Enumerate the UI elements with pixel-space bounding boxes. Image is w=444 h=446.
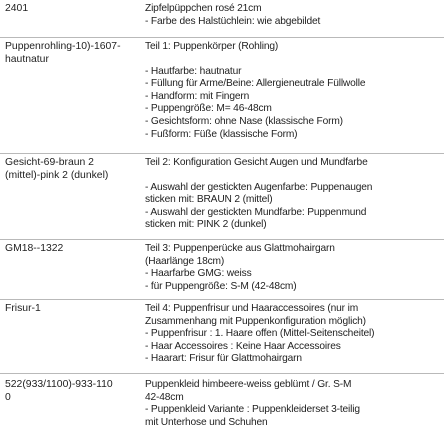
description-line: - Füllung für Arme/Beine: Allergieneutrale Füllwolle bbox=[145, 78, 366, 90]
item-description bbox=[145, 243, 441, 293]
table-row bbox=[0, 38, 444, 154]
description-line: Teil 4: Puppenfrisur und Haaraccessoires (nur im bbox=[145, 303, 359, 314]
description-line: sticken mit: PINK 2 (dunkel) bbox=[145, 219, 267, 231]
table-row bbox=[0, 154, 444, 240]
description-line: mit Unterhose und Schuhen bbox=[145, 416, 268, 428]
description-line: - Haarfarbe GMG: weiss bbox=[145, 268, 252, 280]
description-line: - Hautfarbe: hautnatur bbox=[145, 65, 242, 77]
description-line: - Puppenkleid Variante : Puppenkleiderset 3-teilig bbox=[145, 404, 360, 416]
item-code: Frisur-1 bbox=[5, 303, 41, 314]
description-line: 42-48cm bbox=[145, 391, 184, 403]
description-line: (Haarlänge 18cm) bbox=[145, 255, 225, 267]
table-row bbox=[0, 374, 444, 446]
description-line: Puppenkleid himbeere-weiss geblümt / Gr. S-M bbox=[145, 379, 352, 390]
description-line: sticken mit: BRAUN 2 (mittel) bbox=[145, 194, 273, 206]
item-description bbox=[145, 3, 441, 28]
description-line: - für Puppengröße: S-M (42-48cm) bbox=[145, 280, 297, 292]
item-code: Puppenrohling-10)-1607- hautnatur bbox=[5, 41, 121, 65]
description-line: - Puppengröße: M= 46-48cm bbox=[145, 103, 272, 115]
description-line: - Haar Accessoires : Keine Haar Accessoires bbox=[145, 340, 341, 352]
description-line: - Puppenfrisur : 1. Haare offen (Mittel-Seitenscheitel) bbox=[145, 328, 375, 340]
item-description bbox=[145, 41, 441, 141]
description-line: - Fußform: Füße (klassische Form) bbox=[145, 128, 298, 140]
table-row bbox=[0, 300, 444, 374]
description-line: - Gesichtsform: ohne Nase (klassische Form) bbox=[145, 115, 343, 127]
description-line: Zusammenhang mit Puppenkonfiguration möglich) bbox=[145, 315, 366, 327]
description-line: Zipfelpüppchen rosé 21cm bbox=[145, 3, 262, 14]
description-line: - Auswahl der gestickten Augenfarbe: Puppenaugen bbox=[145, 181, 373, 193]
table-row bbox=[0, 0, 444, 38]
description-line: - Farbe des Halstüchlein: wie abgebildet bbox=[145, 15, 321, 27]
description-line: Teil 3: Puppenperücke aus Glattmohairgarn bbox=[145, 243, 335, 254]
item-code: GM18--1322 bbox=[5, 243, 64, 254]
table-row bbox=[0, 240, 444, 300]
item-code: 2401 bbox=[5, 3, 29, 14]
item-description bbox=[145, 303, 441, 366]
description-line: - Auswahl der gestickten Mundfarbe: Puppenmund bbox=[145, 206, 367, 218]
description-title: Teil 1: Puppenkörper (Rohling) bbox=[145, 41, 279, 52]
description-title: Teil 2: Konfiguration Gesicht Augen und Mundfarbe bbox=[145, 157, 368, 168]
item-description bbox=[145, 379, 441, 429]
item-code: 522(933/1100)-933-110 0 bbox=[5, 379, 113, 403]
item-description bbox=[145, 157, 441, 232]
item-code: Gesicht-69-braun 2 (mittel)-pink 2 (dunkel) bbox=[5, 157, 109, 181]
description-line: - Haarart: Frisur für Glattmohairgarn bbox=[145, 353, 302, 365]
description-line: - Handform: mit Fingern bbox=[145, 90, 250, 102]
